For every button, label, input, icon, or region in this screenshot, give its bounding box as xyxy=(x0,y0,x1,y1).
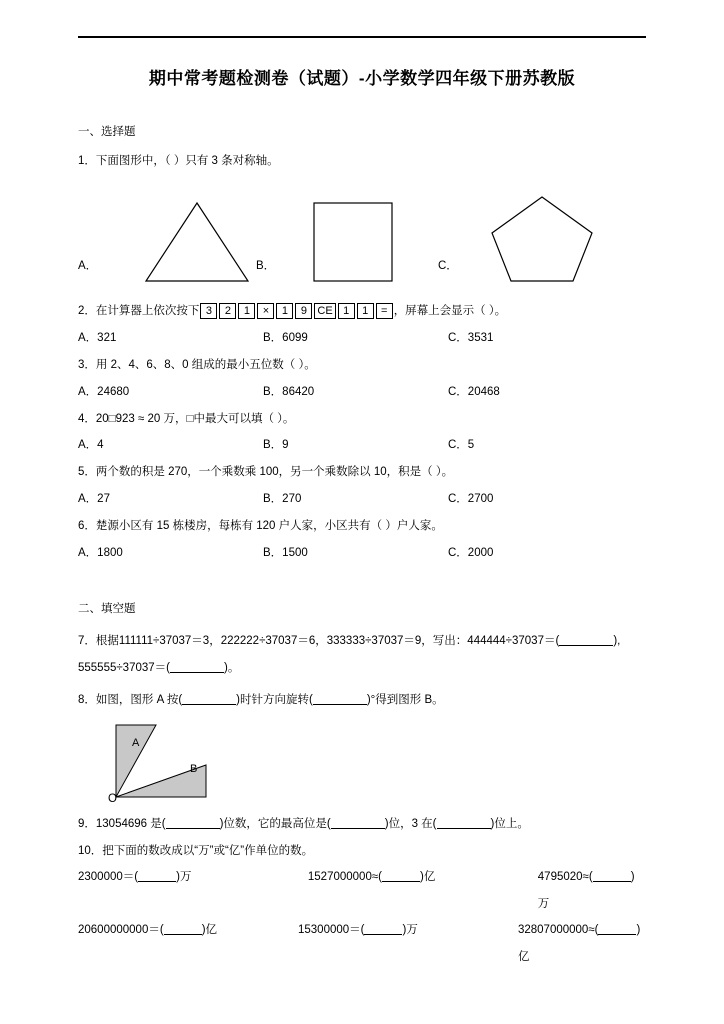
q10-blank-1[interactable] xyxy=(138,869,176,882)
triangle-icon xyxy=(142,199,252,285)
calc-key-9: 9 xyxy=(295,303,312,319)
q10-item-6 xyxy=(518,917,646,970)
square-icon xyxy=(310,199,400,285)
q10-item-4 xyxy=(78,917,298,970)
q10-item-3-text: 4795020≈( xyxy=(537,871,593,884)
q9-text-b: )位数，它的最高位是( xyxy=(219,818,331,831)
q3-option-b: B．86420 xyxy=(263,385,315,398)
q5-option-b: B．270 xyxy=(263,493,302,506)
q10-item-2-unit: )亿 xyxy=(420,871,436,884)
q10-item-4-unit: )亿 xyxy=(201,924,218,937)
pentagon-icon xyxy=(488,193,596,285)
q2-option-c: C．3531 xyxy=(448,331,494,344)
section-heading-fill: 二、填空题 xyxy=(78,603,136,616)
q1-option-b-label: B． xyxy=(256,259,276,272)
question-1-text: 1．下面图形中，（ ）只有 3 条对称轴。 xyxy=(78,155,279,167)
q8-text-a: 8．如图，图形 A 按( xyxy=(78,693,183,706)
calc-key-ce: CE xyxy=(314,303,335,319)
q8-point-o-label: O xyxy=(108,793,117,806)
question-7-line-1 xyxy=(78,628,646,654)
question-1-figures xyxy=(78,181,646,291)
q10-item-4-text: 20600000000＝( xyxy=(78,924,164,937)
q4-option-c: C．5 xyxy=(448,439,475,452)
q2-option-a: A．321 xyxy=(78,331,117,344)
q10-item-6-text: 32807000000≈( xyxy=(517,924,599,937)
q10-item-2-text: 1527000000≈( xyxy=(307,871,382,884)
question-8-text xyxy=(78,687,646,713)
q7-text-b: ), xyxy=(613,635,621,648)
q4-option-a: A．4 xyxy=(78,439,104,452)
page-title: 期中常考题检测卷（试题）-小学数学四年级下册苏教版 xyxy=(148,69,576,88)
section-heading-choice: 一、选择题 xyxy=(78,126,136,138)
q8-blank-1[interactable] xyxy=(182,692,236,705)
question-9-text xyxy=(78,811,646,837)
question-2-prefix: 2．在计算器上依次按下 xyxy=(78,304,200,317)
q10-item-1 xyxy=(78,864,308,917)
header-rule xyxy=(78,36,646,38)
q8-text-b: )时针方向旋转( xyxy=(236,693,313,706)
q8-blank-2[interactable] xyxy=(313,692,367,705)
q5-option-c: C．2700 xyxy=(448,493,494,506)
q10-blank-6[interactable] xyxy=(598,922,636,935)
question-4-text: 4．20□923 ≈ 20 万，□中最大可以填（ ）。 xyxy=(78,412,295,425)
q1-option-a-label: A． xyxy=(78,259,98,272)
question-2-suffix: ，屏幕上会显示（ ）。 xyxy=(393,304,507,317)
q10-item-1-unit: )万 xyxy=(176,871,192,884)
q7-blank-1[interactable] xyxy=(559,633,613,646)
question-10-row-2 xyxy=(78,917,646,970)
q10-item-6-unit: )亿 xyxy=(517,924,641,963)
q8-text-c: )°得到图形 B。 xyxy=(366,693,444,706)
q7-text-c: 555555÷37037＝( xyxy=(78,661,170,674)
question-3-options xyxy=(78,383,646,399)
calc-key-1d: 1 xyxy=(357,303,374,319)
calc-key-equals: = xyxy=(376,303,393,319)
question-6-options xyxy=(78,544,646,560)
calc-key-1b: 1 xyxy=(276,303,293,319)
q10-item-5-unit: )万 xyxy=(402,924,418,937)
q10-blank-5[interactable] xyxy=(364,922,402,935)
q9-blank-2[interactable] xyxy=(331,816,385,829)
q3-option-c: C．20468 xyxy=(448,385,500,398)
q1-option-c-label: C． xyxy=(438,259,458,272)
calc-key-1: 1 xyxy=(238,303,255,319)
q6-option-a: A．1800 xyxy=(78,547,123,560)
calc-key-3: 3 xyxy=(200,303,217,319)
question-7-line-2 xyxy=(78,655,646,681)
question-10-lead: 10．把下面的数改成以“万”或“亿”作单位的数。 xyxy=(78,844,314,857)
question-4-options xyxy=(78,436,646,452)
q9-blank-1[interactable] xyxy=(166,816,220,829)
calc-key-2: 2 xyxy=(219,303,236,319)
q9-blank-3[interactable] xyxy=(437,816,491,829)
q10-item-5 xyxy=(298,917,518,970)
q10-blank-3[interactable] xyxy=(593,869,631,882)
question-8-figure xyxy=(94,719,646,811)
question-10-row-1 xyxy=(78,864,646,917)
calc-key-multiply: × xyxy=(257,303,274,319)
q6-option-c: C．2000 xyxy=(448,547,494,560)
q10-item-3-unit: )万 xyxy=(537,871,635,910)
q8-shape-a-label: A xyxy=(132,737,140,750)
q10-item-1-text: 2300000＝( xyxy=(78,871,139,884)
q10-blank-4[interactable] xyxy=(164,922,202,935)
question-2 xyxy=(78,301,646,323)
q3-option-a: A．24680 xyxy=(78,385,130,398)
q9-text-a: 9．13054696 是( xyxy=(78,818,166,831)
calc-key-1c: 1 xyxy=(338,303,355,319)
question-5-text: 5．两个数的积是 270，一个乘数乘 100，另一个乘数除以 10，积是（ ）。 xyxy=(78,466,454,479)
q7-text-a: 7．根据111111÷37037＝3，222222÷37037＝6，333333÷37037＝9，写出：444444÷37037＝( xyxy=(78,635,560,648)
q9-text-c: )位，3 在( xyxy=(384,818,437,831)
q7-blank-2[interactable] xyxy=(170,660,224,673)
question-6-text: 6．楚源小区有 15 栋楼房，每栋有 120 户人家，小区共有（ ）户人家。 xyxy=(78,520,443,533)
q4-option-b: B．9 xyxy=(263,439,289,452)
q10-blank-2[interactable] xyxy=(382,869,420,882)
question-3-text: 3．用 2、4、6、8、0 组成的最小五位数（ ）。 xyxy=(78,358,316,371)
question-2-options xyxy=(78,329,646,345)
q10-item-2 xyxy=(308,864,538,917)
q10-item-3 xyxy=(538,864,646,917)
q6-option-b: B．1500 xyxy=(263,547,308,560)
q8-shape-b-label: B xyxy=(190,763,198,776)
q9-text-d: )位上。 xyxy=(490,818,529,831)
q10-item-5-text: 15300000＝( xyxy=(297,924,365,937)
q7-text-d: )。 xyxy=(224,661,240,674)
q2-option-b: B．6099 xyxy=(263,331,308,344)
q5-option-a: A．27 xyxy=(78,493,110,506)
question-5-options xyxy=(78,490,646,506)
